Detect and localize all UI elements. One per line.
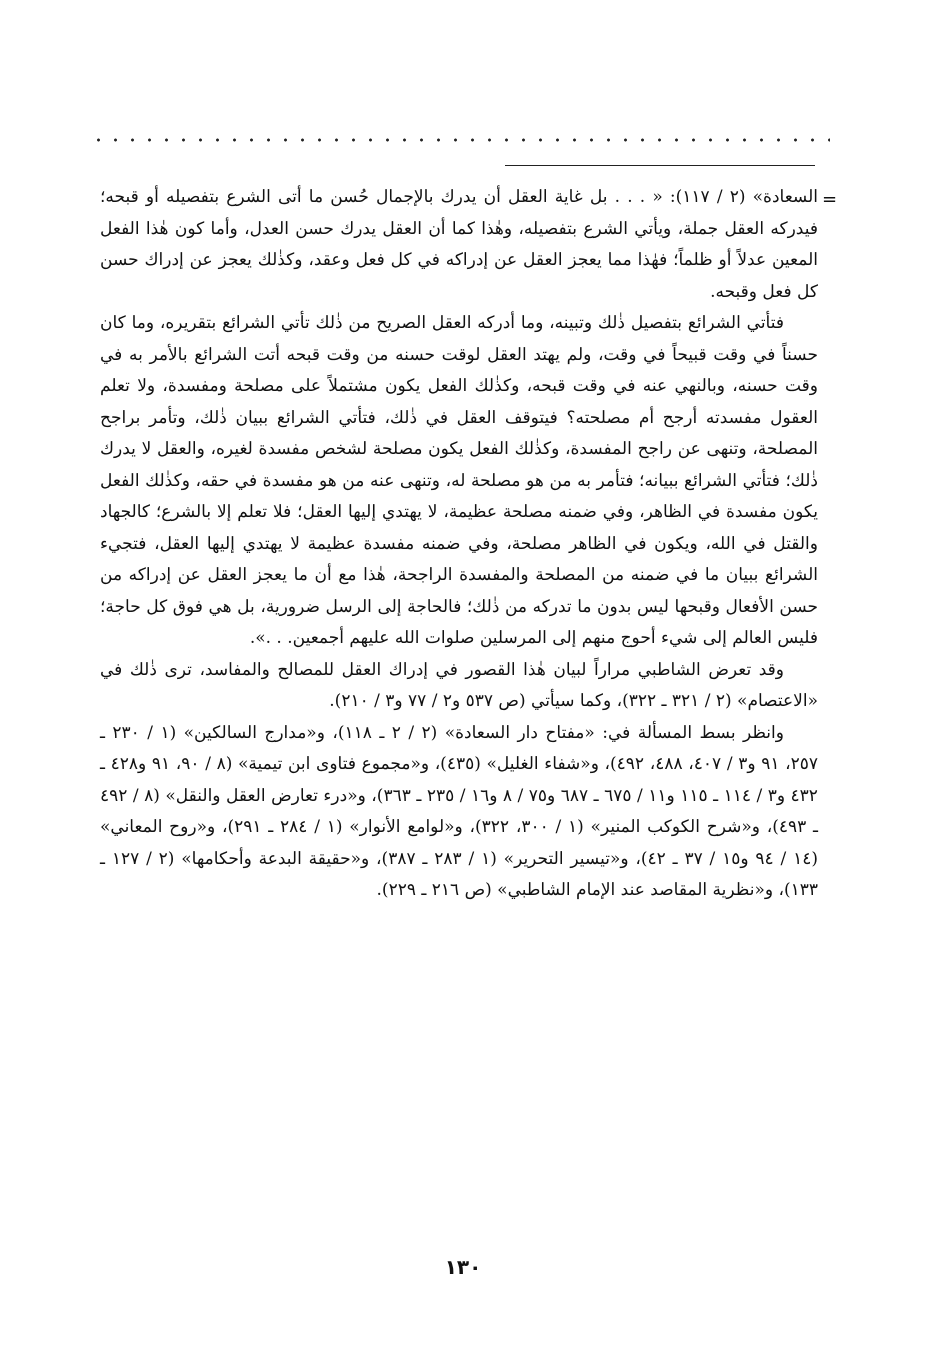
footnote-paragraph: وانظر بسط المسألة في: «مفتاح دار السعادة» (٢ / ٢ ـ ١١٨)، و«مدارج السالكين» (١ / ٢٣٠ ـ ٢٥٧، ٩١ و٣ / ٤٠٧، ٤٨٨، ٤٩٢)، و«شفاء الغليل» (٤٣٥)، و«مجموع فتاوى ابن تيمية» (٨ / ٩٠، ٩١ و٤٢٨ ـ ٤٣٢ و٣ / ١١٤ ـ ١١٥ و١١ / ٦٧٥ ـ ٦٨٧ و٧٥ / ٨ و١٦ / ٢٣٥ ـ ٣٦٣)، و«درء تعارض العقل والنقل» (٨ / ٤٩٢ ـ ٤٩٣)، و«شرح الكوكب المنير» (١ / ٣٠٠، ٣٢٢)، و«لوامع الأنوار» (١ / ٢٨٤ ـ ٢٩١)، و«روح المعاني» (١٤ / ٩٤ و١٥ / ٣٧ ـ ٤٢)، و«تيسير التحرير» (١ / ٢٨٣ ـ ٣٨٧)، و«حقيقة البدعة وأحكامها» (٢ / ١٢٧ ـ ١٣٣)، و«نظرية المقاصد عند الإمام الشاطبي» (ص ٢١٦ ـ ٢٢٩). (100, 722, 819, 900)
footnote-text (100, 182, 818, 907)
continuation-mark: = (822, 189, 838, 210)
footnote-paragraph: فتأتي الشرائع بتفصيل ذٰلك وتبينه، وما أدركه العقل الصريح من ذٰلك تأتي الشرائع بتقريره، وما كان حسناً في وقت قبيحاً في وقت، ولم يهتد العقل لوقت حسنه من وقت قبحه أتت الشرائع بالأمر به في وقت حسنه، وبالنهي عنه في وقت قبحه، وكذٰلك الفعل يكون مشتملاً على مصلحة ومفسدة، ولا تعلم العقول مفسدته أرجح أم مصلحته؟ فيتوقف العقل في ذٰلك، فتأتي الشرائع ببيان ذٰلك، وتأمر براجح المصلحة، وتنهى عن راجح المفسدة، وكذٰلك الفعل يكون مصلحة لشخص مفسدة لغيره، والعقل لا يدرك ذٰلك؛ فتأتي الشرائع ببيانه؛ فتأمر به من هو مصلحة له، وتنهى عنه من هو مفسدة في حقه، وكذٰلك الفعل يكون مفسدة في الظاهر، وفي ضمنه مصلحة عظيمة، لا يهتدي إليها العقل؛ فلا تعلم إلا بالشرع؛ كالجهاد والقتل في الله، ويكون في الظاهر مصلحة، وفي ضمنه مفسدة عظيمة لا يهتدي إليها العقل، فتجيء الشرائع ببيان ما في ضمنه من المصلحة والمفسدة الراجحة، هٰذا مع أن ما يعجز العقل عن إدراكه من حسن الأفعال وقبحها ليس بدون ما تدركه من ذٰلك؛ فالحاجة إلى الرسل ضرورية، بل هي فوق كل حاجة؛ فليس العالم إلى شيء أحوج منهم إلى المرسلين صلوات الله عليهم أجمعين. . .». (100, 313, 819, 648)
footnote-paragraph: السعادة» (٢ / ١١٧): « . . . بل غاية العقل أن يدرك بالإجمال حُسن ما أتى الشرع بتفصيله أو قبحه؛ فيدركه العقل جملة، ويأتي الشرع بتفصيله، وهٰذا كما أن العقل يدرك حسن العدل، وأما كون هٰذا الفعل المعين عدلاً أو ظلماً؛ فهٰذا مما يعجز العقل عن إدراكه في كل فعل وعقد، وكذٰلك يعجز عن إدراك حسن كل فعل وقبحه. (100, 187, 818, 302)
dotted-separator (90, 136, 830, 144)
footnote-paragraph: وقد تعرض الشاطبي مراراً لبيان هٰذا القصور في إدراك العقل للمصالح والمفاسد، ترى ذٰلك في «الاعتصام» (٢ / ٣٢١ ـ ٣٢٢)، وكما سيأتي (ص ٥٣٧ و٢ / ٧٧ و٣ / ٢١٠). (100, 659, 818, 711)
footnote-rule (505, 165, 815, 166)
page-number: ١٣٠ (444, 1255, 482, 1279)
